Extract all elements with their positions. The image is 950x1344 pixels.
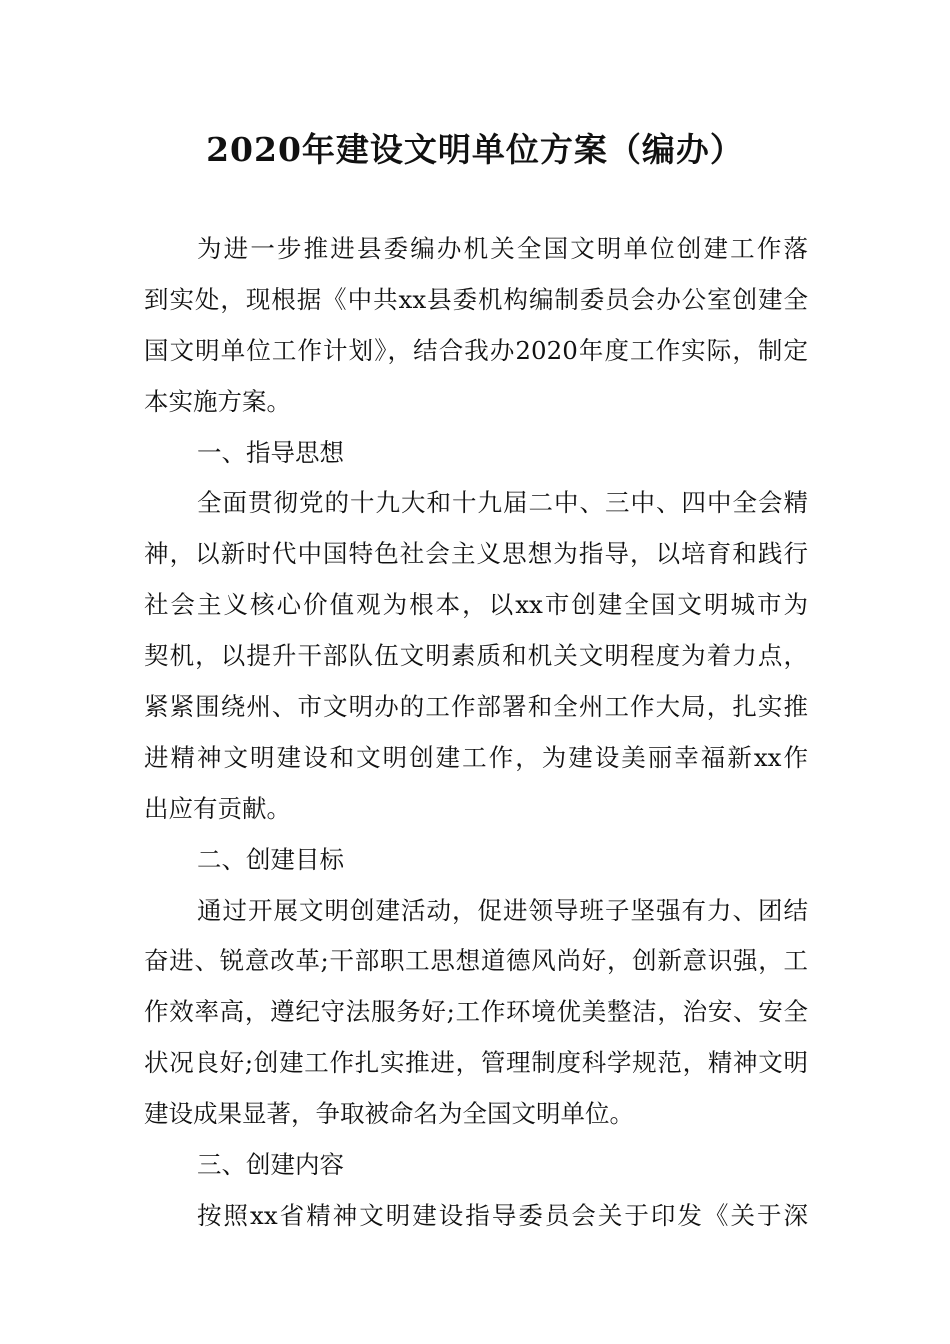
section-heading-content: 三、创建内容 — [197, 1150, 344, 1180]
document-body — [144, 224, 808, 1242]
section-heading-goals: 二、创建目标 — [197, 844, 344, 874]
paragraph-goals-line-4: 状况良好;创建工作扎实推进，管理制度科学规范，精神文明 — [144, 1048, 808, 1078]
paragraph-goals-line-1: 通过开展文明创建活动，促进领导班子坚强有力、团结 — [197, 895, 808, 925]
paragraph-content-line-1: 按照xx省精神文明建设指导委员会关于印发《关于深 — [197, 1200, 808, 1230]
document-title: 2020年建设文明单位方案（编办） — [206, 130, 744, 169]
paragraph-ideology-line-2: 神，以新时代中国特色社会主义思想为指导，以培育和践行 — [144, 539, 808, 569]
paragraph-goals-line-5: 建设成果显著，争取被命名为全国文明单位。 — [144, 1099, 634, 1129]
paragraph-ideology-line-1: 全面贯彻党的十九大和十九届二中、三中、四中全会精 — [197, 488, 808, 518]
paragraph-intro-line-2: 到实处，现根据《中共xx县委机构编制委员会办公室创建全 — [144, 284, 808, 314]
paragraph-goals-line-2: 奋进、锐意改革;干部职工思想道德风尚好，创新意识强，工 — [144, 946, 808, 976]
paragraph-goals-line-3: 作效率高，遵纪守法服务好;工作环境优美整洁，治安、安全 — [144, 997, 808, 1027]
paragraph-ideology-line-3: 社会主义核心价值观为根本，以xx市创建全国文明城市为 — [144, 590, 808, 620]
paragraph-ideology-line-5: 紧紧围绕州、市文明办的工作部署和全州工作大局，扎实推 — [144, 692, 808, 722]
paragraph-intro-line-4: 本实施方案。 — [144, 386, 291, 416]
section-heading-guiding-ideology: 一、指导思想 — [197, 437, 344, 467]
paragraph-ideology-line-4: 契机，以提升干部队伍文明素质和机关文明程度为着力点， — [144, 641, 808, 671]
paragraph-intro-line-3: 国文明单位工作计划》，结合我办2020年度工作实际，制定 — [144, 335, 808, 365]
paragraph-ideology-line-6: 进精神文明建设和文明创建工作，为建设美丽幸福新xx作 — [144, 742, 808, 772]
paragraph-ideology-line-7: 出应有贡献。 — [144, 793, 291, 823]
paragraph-intro-line-1: 为进一步推进县委编办机关全国文明单位创建工作落 — [197, 234, 808, 263]
